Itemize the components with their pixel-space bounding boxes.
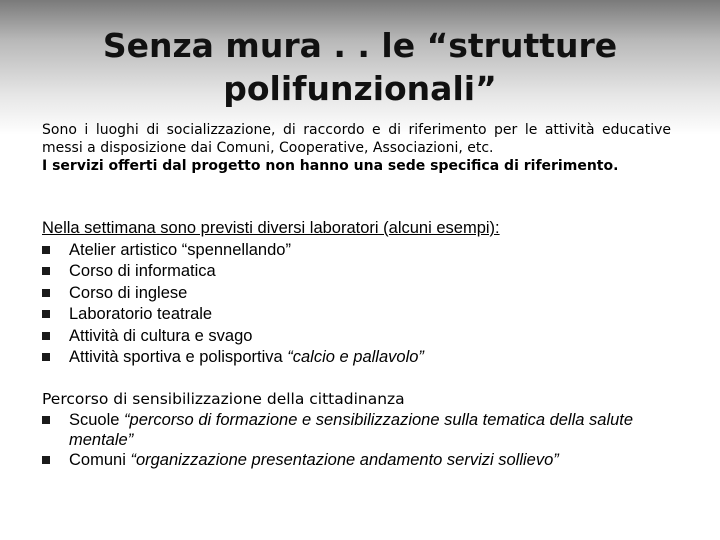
square-bullet-icon [42, 267, 50, 275]
slide-title [60, 24, 660, 110]
laboratories-list [42, 240, 671, 369]
list-item-italic: “calcio e pallavolo” [287, 348, 424, 366]
intro-paragraph-1: Sono i luoghi di socializzazione, di raccordo e di riferimento per le attività educative messi a disposizione dai Comuni, Cooperative, Associazioni, etc. [42, 122, 671, 156]
list-item [42, 450, 682, 470]
slide-title-line-2: polifunzionali” [223, 69, 497, 108]
list-item [42, 261, 671, 283]
list-item-italic: “organizzazione presentazione andamento servizi sollievo” [130, 451, 559, 469]
list-item-text: Corso di inglese [69, 283, 188, 302]
awareness-list [42, 410, 682, 470]
list-item-italic: “percorso di formazione e sensibilizzazione sulla tematica della salute mentale” [69, 411, 634, 449]
square-bullet-icon [42, 246, 50, 254]
list-item-text: Scuole [69, 411, 125, 429]
square-bullet-icon [42, 353, 50, 361]
list-item [42, 283, 671, 305]
square-bullet-icon [42, 416, 50, 424]
list-item [42, 240, 671, 262]
awareness-section [42, 389, 682, 470]
laboratories-heading: Nella settimana sono previsti diversi laboratori (alcuni esempi): [42, 219, 500, 237]
intro-paragraph-2: I servizi offerti dal progetto non hanno una sede specifica di riferimento. [42, 158, 619, 174]
list-item-text: Atelier artistico “spennellando” [69, 240, 291, 259]
slide-title-line-1: Senza mura . . le “strutture [102, 26, 618, 65]
square-bullet-icon [42, 289, 50, 297]
list-item [42, 347, 671, 369]
square-bullet-icon [42, 456, 50, 464]
intro-section [42, 121, 671, 175]
square-bullet-icon [42, 332, 50, 340]
square-bullet-icon [42, 310, 50, 318]
list-item-text: Attività sportiva e polisportiva [69, 348, 288, 366]
list-item [42, 304, 671, 326]
list-item [42, 326, 671, 348]
list-item-text: Laboratorio teatrale [69, 305, 213, 323]
list-item [42, 410, 682, 450]
list-item-text: Attività di cultura e svago [69, 326, 253, 345]
list-item-text: Comuni [69, 451, 131, 469]
laboratories-section [42, 218, 671, 369]
awareness-heading: Percorso di sensibilizzazione della cittadinanza [42, 390, 405, 408]
list-item-text: Corso di informatica [69, 262, 216, 280]
